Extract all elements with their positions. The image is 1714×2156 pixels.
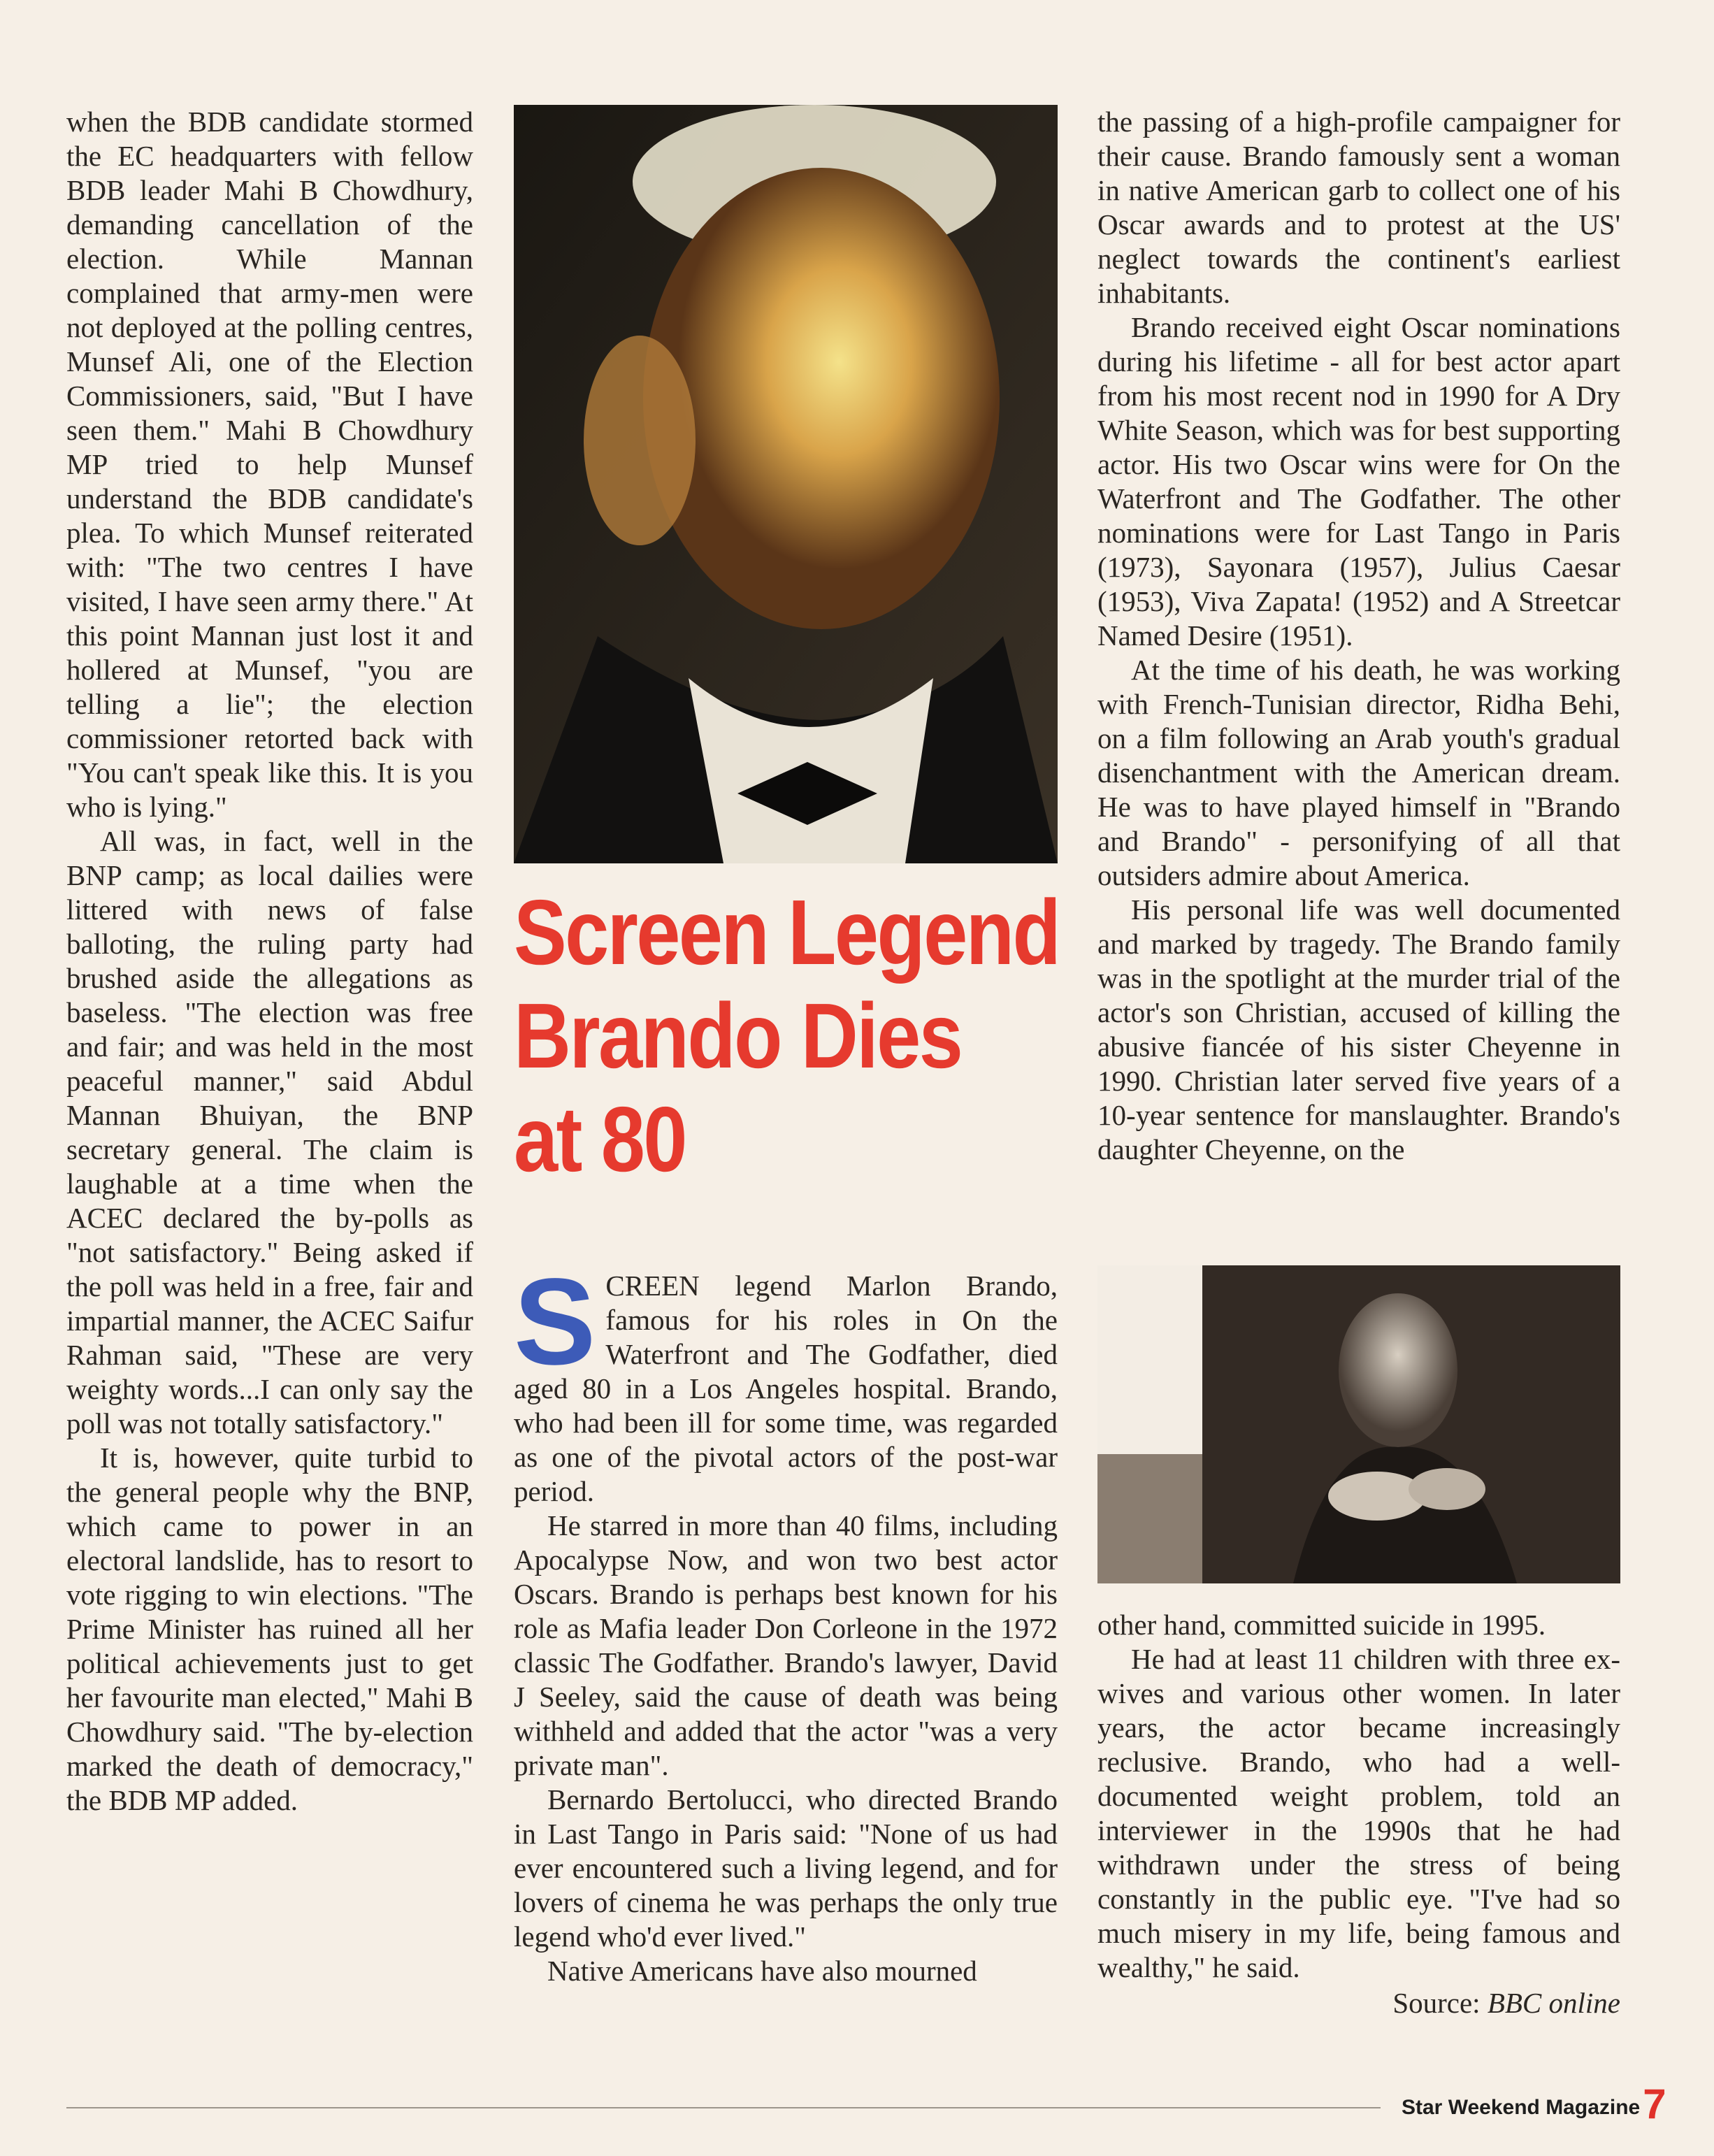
page-footer <box>1402 2080 1666 2128</box>
paragraph: He starred in more than 40 films, including Apocalypse Now, and won two best actor Oscars. Brando is perhaps best known for his role as Mafia leader Don Corleone in the 1972 classic The Godfather. Brando's lawyer, David J Seeley, said the cause of death was being withheld and added that the actor "was a very private man". <box>514 1509 1058 1781</box>
lead-paragraph <box>514 1253 1058 1509</box>
paragraph: when the BDB candidate stormed the EC headquarters with fellow BDB leader Mahi B Chowdhury, demanding cancellation of the election. While Mannan complained that army-men were not deployed at the polling centres, Munsef Ali, one of the Election Commissioners, said, "But I have seen them." Mahi B Chowdhury MP tried to help Munsef understand the BDB candidate's plea. To which Munsef reiterated with: "The two centres I have visited, I have seen army there." At this point Mannan just lost it and hollered at Munsef, "you are telling a lie"; the election commissioner retorted back with "You can't speak like this. It is you who is lying." <box>66 106 473 823</box>
brando-godfather-photo <box>514 105 1058 863</box>
drop-cap: S <box>514 1253 596 1390</box>
paragraph: the passing of a high-profile campaigner for their cause. Brando famously sent a woman in native American garb to collect one of his Oscar awards and to protest at the US' neglect towards the continent's earliest inhabitants. <box>1097 106 1620 309</box>
headline-line: Screen Legend <box>514 881 1060 984</box>
source-label: Source: <box>1392 1987 1488 2019</box>
paragraph: Bernardo Bertolucci, who directed Brando in Last Tango in Paris said: "None of us had ever encountered such a living legend, and for lovers of cinema he was perhaps the only true legend who'd ever lived." <box>514 1783 1058 1953</box>
article-headline <box>514 881 1060 1191</box>
magazine-name: Star Weekend Magazine <box>1402 2096 1641 2119</box>
paragraph: Brando received eight Oscar nominations during his lifetime - all for best actor apart from his most recent nod in 1990 for A Dry White Season, which was for best supporting actor. His two Oscar wins were for On the Waterfront and The Godfather. The other nominations were for Last Tango in Paris (1973), Sayonara (1957), Julius Caesar (1953), Viva Zapata! (1952) and A Streetcar Named Desire (1951). <box>1097 311 1620 652</box>
headline-line: at 80 <box>514 1088 686 1191</box>
paragraph: His personal life was well documented and marked by tragedy. The Brando family was in the spotlight at the murder trial of the actor's son Christian, accused of killing the abusive fiancée of his sister Cheyenne in 1990. Christian later served five years of a 10-year sentence for manslaughter. Brando's daughter Cheyenne, on the <box>1097 893 1620 1165</box>
column-1 <box>66 105 473 1818</box>
lead-text: CREEN legend Marlon Brando, famous for his roles in On the Waterfront and The Godfather, died aged 80 in a Los Angeles hospital. Brando, who had been ill for some time, was regarded as one of the pivotal actors of the post-war period. <box>514 1270 1058 1507</box>
article-body <box>514 1253 1058 1988</box>
paragraph: At the time of his death, he was working with French-Tunisian director, Ridha Behi, on a film following an Arab youth's gradual disenchantment with the American dream. He was to have played himself in "Brando and Brando" - personifying of all that outsiders admire about America. <box>1097 654 1620 891</box>
page-number: 7 <box>1643 2080 1666 2127</box>
photo-illustration <box>1097 1265 1620 1583</box>
paragraph: It is, however, quite turbid to the general people why the BNP, which came to power in an electoral landslide, has to resort to vote rigging to win elections. "The Prime Minister has ruined all her political achievements just to get her favourite man elected," Mahi B Chowdhury said. "The by-election marked the death of democracy," the BDB MP added. <box>66 1442 473 1816</box>
headline-line: Brando Dies <box>514 984 962 1087</box>
source-name: BBC online <box>1487 1987 1620 2019</box>
paragraph: other hand, committed suicide in 1995. <box>1097 1609 1546 1641</box>
paragraph: He had at least 11 children with three ex-wives and various other women. In later years, the actor became increasingly reclusive. Brando, who had a well-documented weight problem, told an interviewer in the 1990s that he had withdrawn under the stress of being constantly in the public eye. "I've had so much misery in my life, being famous and wealthy," he said. <box>1097 1643 1620 1983</box>
footer-rule <box>66 2107 1381 2108</box>
paragraph: All was, in fact, well in the BNP camp; as local dailies were littered with news of false balloting, the ruling party had brushed aside the allegations as baseless. "The election was free and fair; and was held in the most peaceful manner," said Abdul Mannan Bhuiyan, the BNP secretary general. The claim is laughable at a time when the ACEC declared the by-polls as "not satisfactory." Being asked if the poll was held in a free, fair and impartial manner, the ACEC Saifur Rahman said, "These are very weighty words...I can only say the poll was not totally satisfactory." <box>66 825 473 1439</box>
column-3-continued <box>1097 1608 1620 2020</box>
source-credit <box>1097 1986 1620 2020</box>
brando-young-photo <box>1097 1265 1620 1583</box>
column-3 <box>1097 105 1620 1167</box>
paragraph: Native Americans have also mourned <box>547 1955 977 1987</box>
portrait-illustration <box>514 105 1058 863</box>
